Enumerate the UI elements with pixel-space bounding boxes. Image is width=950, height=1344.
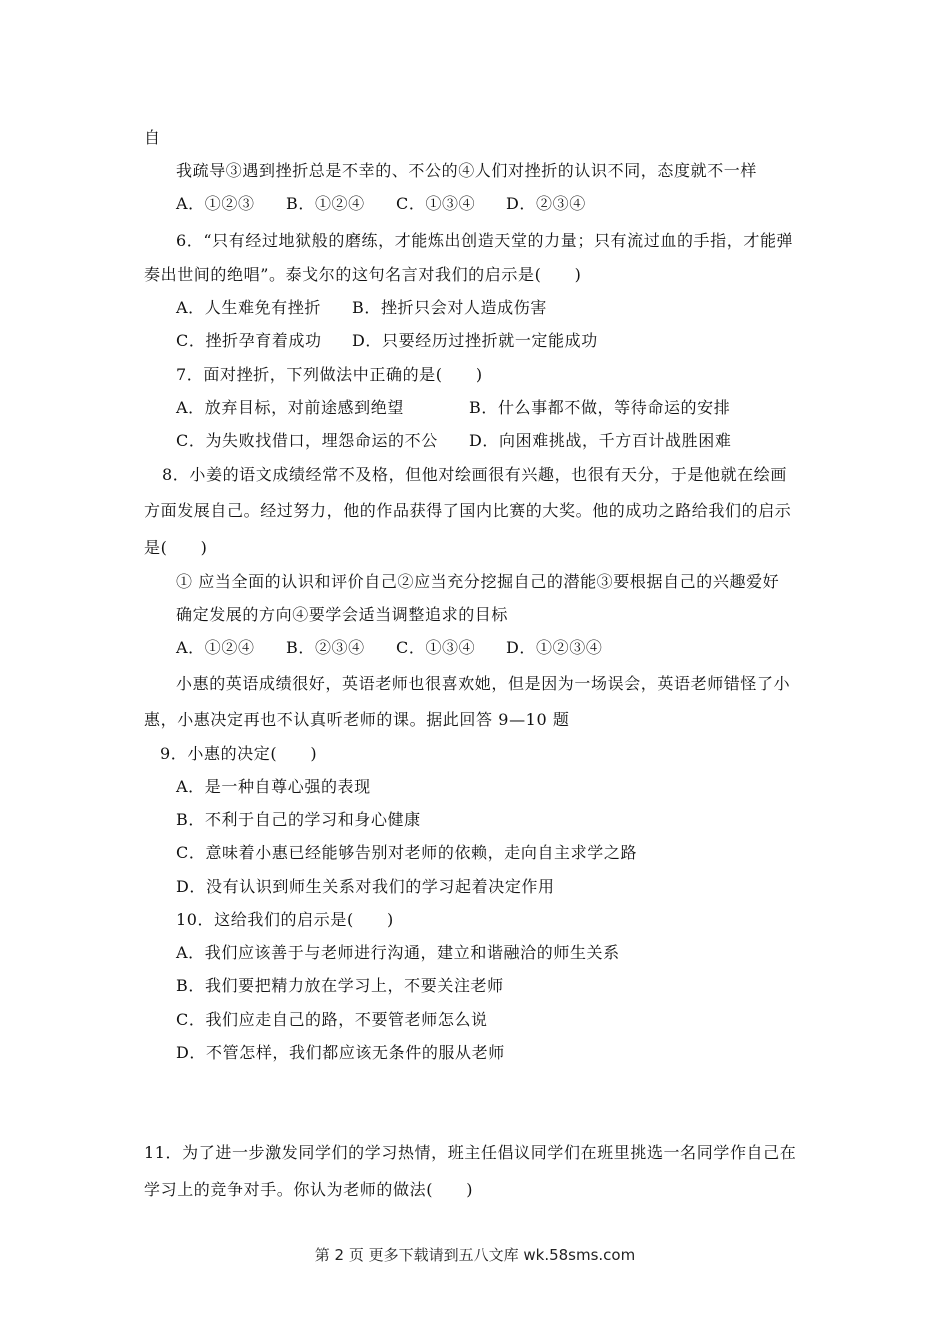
question-6: 6．“只有经过地狱般的磨练，才能炼出创造天堂的力量；只有流过血的手指，才能弹 <box>176 231 794 250</box>
option-d: D．没有认识到师生关系对我们的学习起着决定作用 <box>176 877 555 896</box>
q6-options-ab <box>176 297 547 319</box>
option-b: B．什么事都不做，等待命运的安排 <box>469 398 731 417</box>
question-8-cont: 是( ) <box>144 538 208 557</box>
option-d: D．只要经历过挫折就一定能成功 <box>352 331 598 350</box>
question-8-cont: 方面发展自己。经过努力，他的作品获得了国内比赛的大奖。他的成功之路给我们的启示 <box>144 501 792 520</box>
q5-options <box>176 193 586 215</box>
q7-options-cd <box>176 430 731 452</box>
question-7: 7．面对挫折，下列做法中正确的是( ) <box>176 365 483 384</box>
question-9: 9．小惠的决定( ) <box>160 744 318 763</box>
option-d: D．向困难挑战，千方百计战胜困难 <box>469 431 732 450</box>
option-b: B．我们要把精力放在学习上，不要关注老师 <box>176 976 504 995</box>
q8-statements: ① 应当全面的认识和评价自己②应当充分挖掘自己的潜能③要根据自己的兴趣爱好 <box>176 572 780 591</box>
option-a: A．是一种自尊心强的表现 <box>176 777 371 796</box>
option-a: A．我们应该善于与老师进行沟通，建立和谐融洽的师生关系 <box>176 943 620 962</box>
question-6-cont: 奏出世间的绝唱”。泰戈尔的这句名言对我们的启示是( ) <box>144 265 582 284</box>
question-8: 8．小姜的语文成绩经常不及格，但他对绘画很有兴趣，也很有天分，于是他就在绘画 <box>162 465 787 484</box>
option-a: A．①②③ <box>176 194 255 213</box>
q6-options-cd <box>176 330 598 352</box>
option-a: A．人生难免有挫折 <box>176 298 321 317</box>
q8-options <box>176 637 602 659</box>
option-d: D．①②③④ <box>506 638 603 657</box>
question-11-cont: 学习上的竞争对手。你认为老师的做法( ) <box>144 1180 474 1199</box>
option-c: C．我们应走自己的路，不要管老师怎么说 <box>176 1010 488 1029</box>
option-b: B．②③④ <box>286 638 365 657</box>
option-b: B．挫折只会对人造成伤害 <box>352 298 547 317</box>
option-c: C．为失败找借口，埋怨命运的不公 <box>176 431 438 450</box>
text-line: 自 <box>144 128 161 147</box>
option-c: C．挫折孕育着成功 <box>176 331 322 350</box>
option-b: B．①②④ <box>286 194 365 213</box>
q8-statements-cont: 确定发展的方向④要学会适当调整追求的目标 <box>176 605 509 624</box>
option-d: D．不管怎样，我们都应该无条件的服从老师 <box>176 1043 505 1062</box>
option-c: C．意味着小惠已经能够告别对老师的依赖，走向自主求学之路 <box>176 843 638 862</box>
question-10: 10．这给我们的启示是( ) <box>176 910 394 929</box>
option-c: C．①③④ <box>396 638 476 657</box>
option-a: A．放弃目标，对前途感到绝望 <box>176 398 404 417</box>
question-11: 11．为了进一步激发同学们的学习热情，班主任倡议同学们在班里挑选一名同学作自己在 <box>144 1143 797 1162</box>
option-c: C．①③④ <box>396 194 476 213</box>
option-d: D．②③④ <box>506 194 586 213</box>
page-footer: 第 2 页 更多下载请到五八文库 wk.58sms.com <box>314 1246 636 1264</box>
passage-cont: 惠，小惠决定再也不认真听老师的课。据此回答 9—10 题 <box>144 710 570 729</box>
option-b: B．不利于自己的学习和身心健康 <box>176 810 421 829</box>
passage: 小惠的英语成绩很好，英语老师也很喜欢她，但是因为一场误会，英语老师错怪了小 <box>176 674 791 693</box>
text-line: 我疏导③遇到挫折总是不幸的、不公的④人们对挫折的认识不同，态度就不一样 <box>176 161 758 180</box>
option-a: A．①②④ <box>176 638 255 657</box>
q7-options-ab <box>176 397 730 419</box>
